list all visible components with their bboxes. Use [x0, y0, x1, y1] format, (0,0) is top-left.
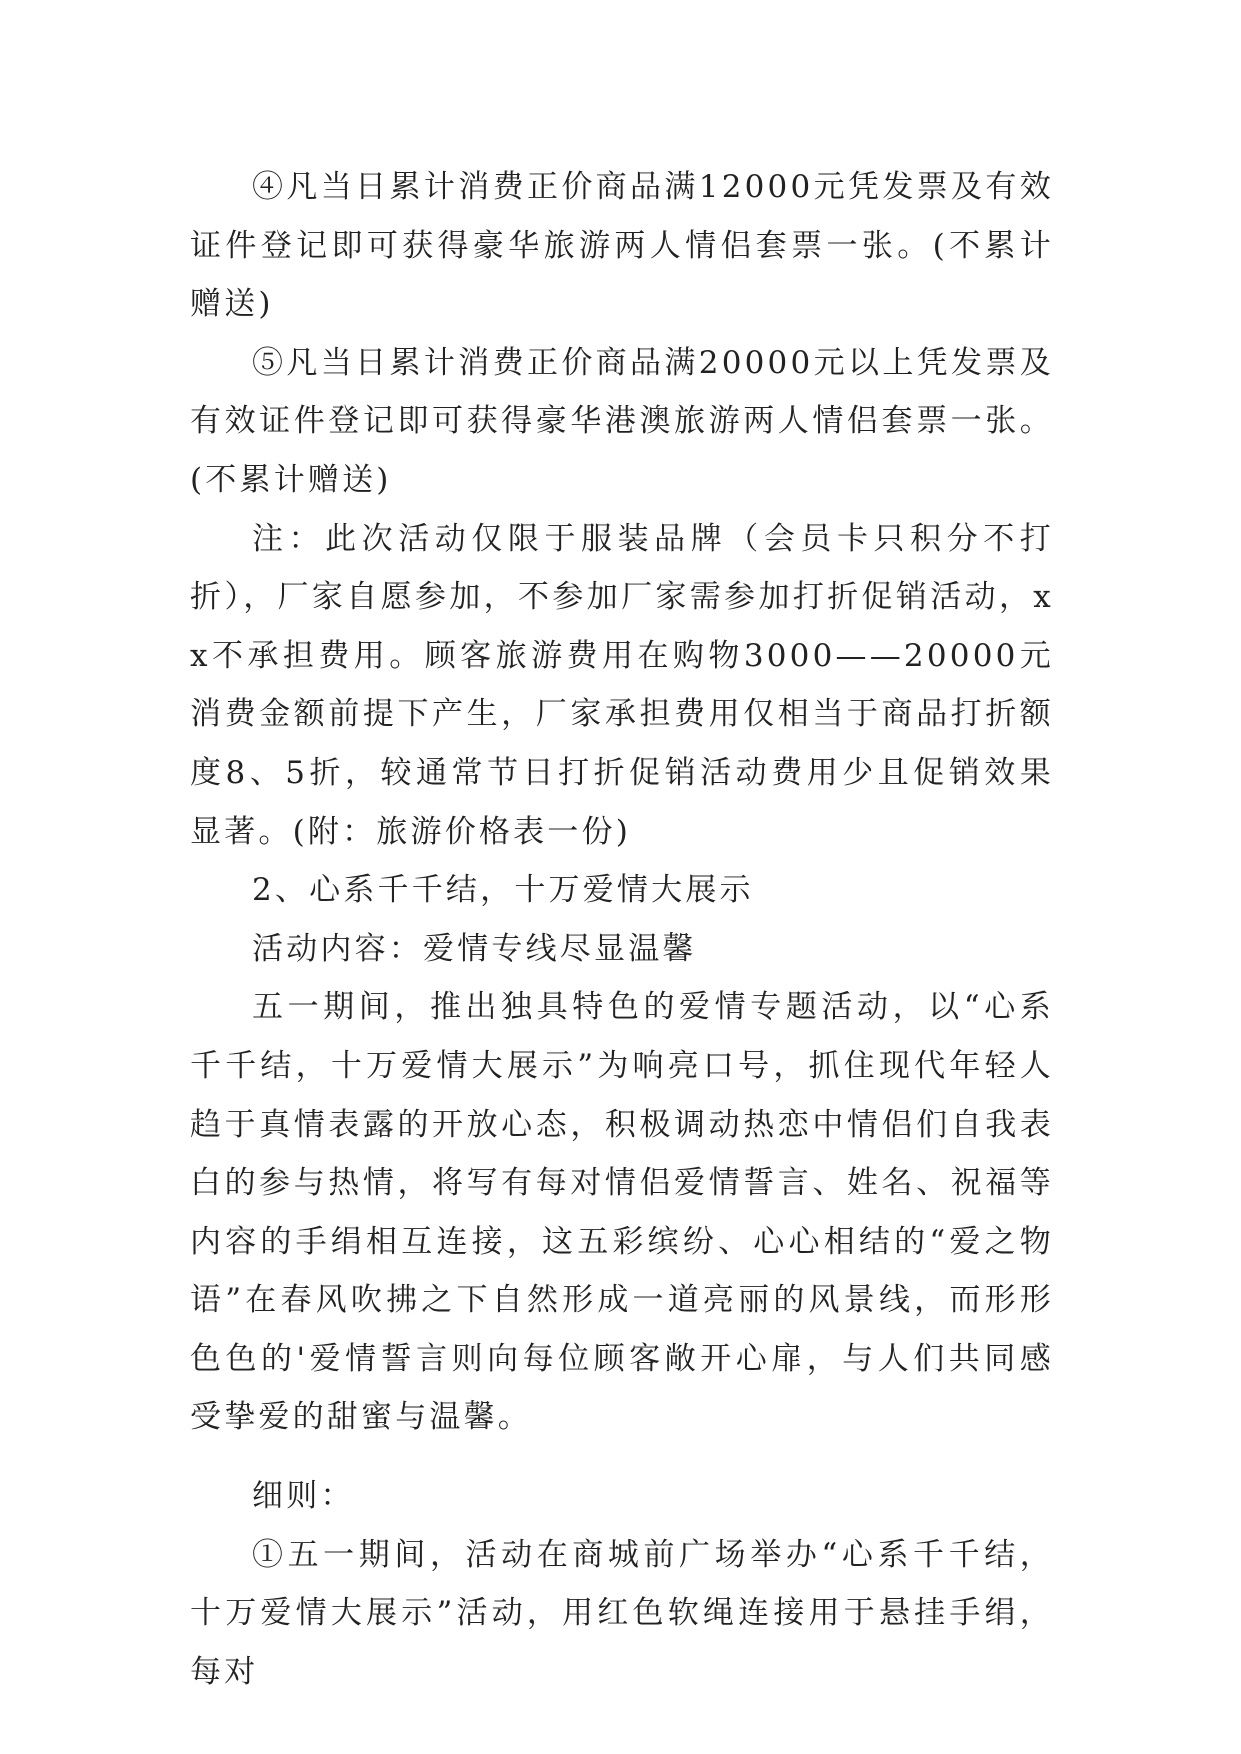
paragraph-item-5: ⑤凡当日累计消费正价商品满20000元以上凭发票及有效证件登记即可获得豪华港澳旅游两人情侣套票一张。(不累计赠送): [190, 344, 1054, 498]
paragraph-rule-1: ①五一期间，活动在商城前广场举办“心系千千结，十万爱情大展示”活动，用红色软绳连接用于悬挂手绢，每对: [190, 1536, 1054, 1690]
paragraph-note: 注：此次活动仅限于服装品牌（会员卡只积分不打折），厂家自愿参加，不参加厂家需参加打折促销活动，xx不承担费用。顾客旅游费用在购物3000——20000元消费金额前提下产生，厂家承担费用仅相当于商品打折额度8、5折，较通常节日打折促销活动费用少且促销效果显著。(附：旅游价格表一份): [190, 520, 1054, 850]
document-body: [190, 158, 1054, 1701]
rules-heading: 细则：: [252, 1478, 355, 1515]
activity-content-heading: 活动内容：爱情专线尽显温馨: [252, 930, 697, 967]
paragraph-description: 五一期间，推出独具特色的爱情专题活动，以“心系千千结，十万爱情大展示”为响亮口号，抓住现代年轻人趋于真情表露的开放心态，积极调动热恋中情侣们自我表白的参与热情，将写有每对情侣爱情誓言、姓名、祝福等内容的手绢相互连接，这五彩缤纷、心心相结的“爱之物语”在春风吹拂之下自然形成一道亮丽的风景线，而形形色色的'爱情誓言则向每位顾客敞开心扉，与人们共同感受挚爱的甜蜜与温馨。: [190, 989, 1054, 1436]
section-heading-2: 2、心系千千结，十万爱情大展示: [252, 872, 754, 909]
paragraph-item-4: ④凡当日累计消费正价商品满12000元凭发票及有效证件登记即可获得豪华旅游两人情侣套票一张。(不累计赠送): [190, 169, 1054, 323]
